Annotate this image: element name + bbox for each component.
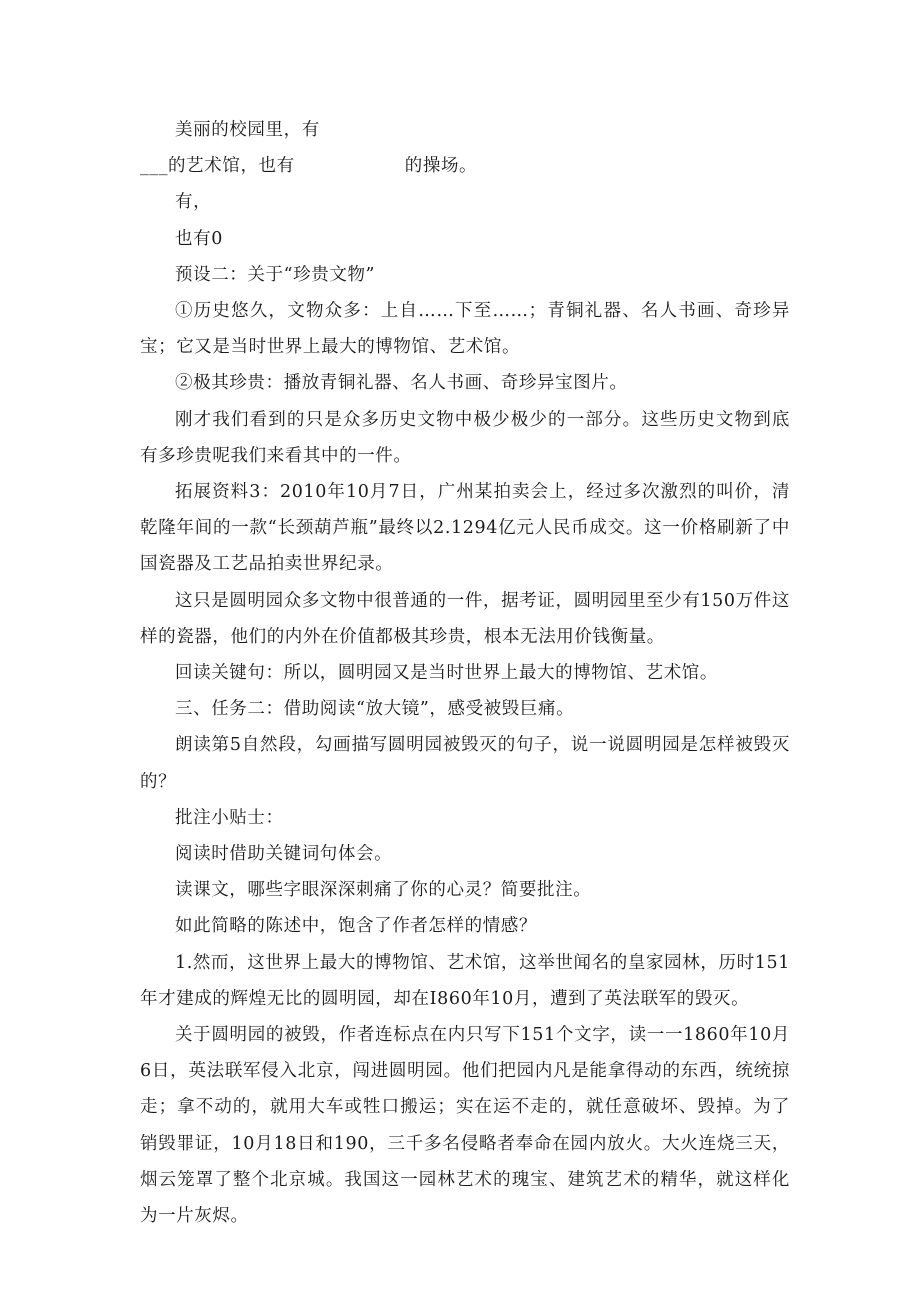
paragraph-emotion-question: 如此简略的陈述中，饱含了作者怎样的情感？ <box>175 916 537 937</box>
paragraph-reading-task: 朗读第5自然段，勾画描写圆明园被毁灭的句子，说一说圆明园是怎样被毁灭的？ <box>140 735 790 792</box>
paragraph-quote-1: 1.然而，这世界上最大的博物馆、艺术馆，这举世闻名的皇家园林，历时151年才建成的辉煌无比的圆明园，却在I860年10月，遭到了英法联军的毁灭。 <box>140 952 790 1009</box>
paragraph-relics: 刚才我们看到的只是众多历史文物中极少极少的一部分。这些历史文物到底有多珍贵呢我们来看其中的一件。 <box>140 409 790 466</box>
paragraph-line4: 也有0 <box>175 228 223 249</box>
paragraph-history: ①历史悠久，文物众多：上自……下至……；青铜礼器、名人书画、奇珍异宝；它又是当时世界上最大的博物馆、艺术馆。 <box>140 301 790 358</box>
paragraph-precious: ②极其珍贵：播放青铜礼器、名人书画、奇珍异宝图片。 <box>175 373 628 394</box>
paragraph-line3: 有， <box>175 192 212 213</box>
fill-blank-prefix: ___的艺术馆，也有 <box>140 156 295 177</box>
fill-blank-suffix: 的操场。 <box>404 156 478 177</box>
paragraph-line1: 美丽的校园里，有 <box>175 120 320 140</box>
paragraph-destruction: 关于圆明园的被毁，作者连标点在内只写下151个文字，读一一1860年10月6日，英法联军侵入北京，闯进圆明园。他们把园内凡是能拿得动的东西，统统掠走；拿不动的，就用大车或牲口搬运；实在运不走的，就任意破坏、毁掉。为了销毁罪证，10月18日和190，三千多名侵略者奉命在园内放火。大火连烧三天，烟云笼罩了整个北京城。我国这一园林艺术的瑰宝、建筑艺术的精华，就这样化为一片灰烬。 <box>140 1025 790 1227</box>
paragraph-annotation-tips: 批注小贴士： <box>175 807 284 828</box>
paragraph-tip-read: 读课文，哪些字眼深深刺痛了你的心灵？简要批注。 <box>175 880 592 901</box>
section-heading-task2: 三、任务二：借助阅读“放大镜”，感受被毁巨痛。 <box>175 699 575 720</box>
paragraph-porcelain: 这只是圆明园众多文物中很普通的一件，据考证，圆明园里至少有150万件这样的瓷器，他们的内外在价值都极其珍贵，根本无法用价钱衡量。 <box>140 590 790 647</box>
paragraph-extended-material: 拓展资料3：2010年10月7日，广州某拍卖会上，经过多次激烈的叫价，清乾隆年间的一款“长颈葫芦瓶”最终以2.1294亿元人民币成交。这一价格刷新了中国瓷器及工艺品拍卖世界纪录。 <box>140 482 790 575</box>
section-heading-preset2: 预设二：关于“珍贵文物” <box>175 264 376 285</box>
paragraph-key-sentence: 回读关键句：所以，圆明园又是当时世界上最大的博物馆、艺术馆。 <box>175 663 718 684</box>
paragraph-tip-keywords: 阅读时借助关键词句体会。 <box>175 844 393 865</box>
document-page <box>140 112 790 1234</box>
fill-blank-line <box>140 148 790 184</box>
